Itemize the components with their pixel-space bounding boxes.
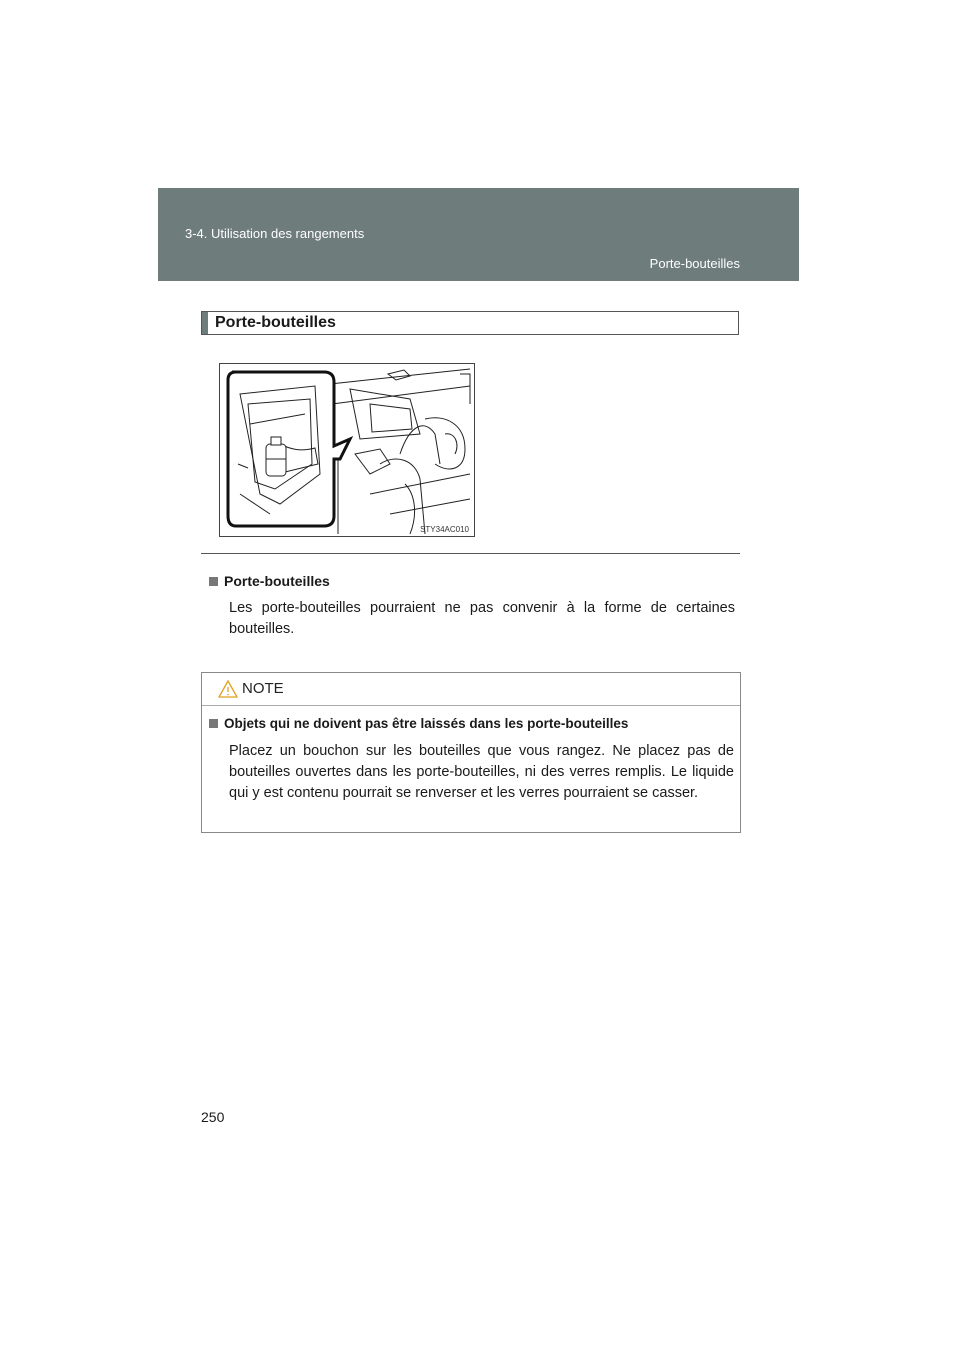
- notice-header: [202, 673, 740, 706]
- square-bullet-icon: [209, 719, 218, 728]
- note-heading: [209, 573, 330, 589]
- header-title: Porte-bouteilles: [649, 256, 740, 271]
- note-body: Les porte-bouteilles pourraient ne pas convenir à la forme de certaines bouteilles.: [229, 600, 735, 637]
- note-heading-text: Porte-bouteilles: [224, 573, 330, 589]
- section-title: Porte-bouteilles: [215, 314, 336, 331]
- figure-code: STY34AC010: [420, 525, 469, 534]
- car-interior-drawing: [220, 364, 475, 537]
- notice-item-title: [209, 716, 628, 731]
- page-number: 250: [201, 1109, 225, 1125]
- notice-body: Placez un bouchon sur les bouteilles que vous rangez. Ne placez pas de bouteilles ouvertes dans les porte-bouteilles, ni des verres remplis. Le liquide qui y est contenu pourrait se renverser et les verres pourraient se casser.: [229, 743, 734, 801]
- section-divider: [201, 553, 740, 554]
- section-accent: [202, 312, 208, 334]
- notice-box: [201, 672, 741, 833]
- chapter-label: 3-4. Utilisation des rangements: [185, 226, 365, 241]
- square-bullet-icon: [209, 577, 218, 586]
- section-title-bar: [201, 311, 739, 335]
- bottle-holder-illustration: [219, 363, 475, 537]
- notice-title: NOTE: [242, 680, 284, 697]
- notice-item-title-text: Objets qui ne doivent pas être laissés dans les porte-bouteilles: [224, 716, 629, 731]
- warning-triangle-icon: [218, 679, 238, 699]
